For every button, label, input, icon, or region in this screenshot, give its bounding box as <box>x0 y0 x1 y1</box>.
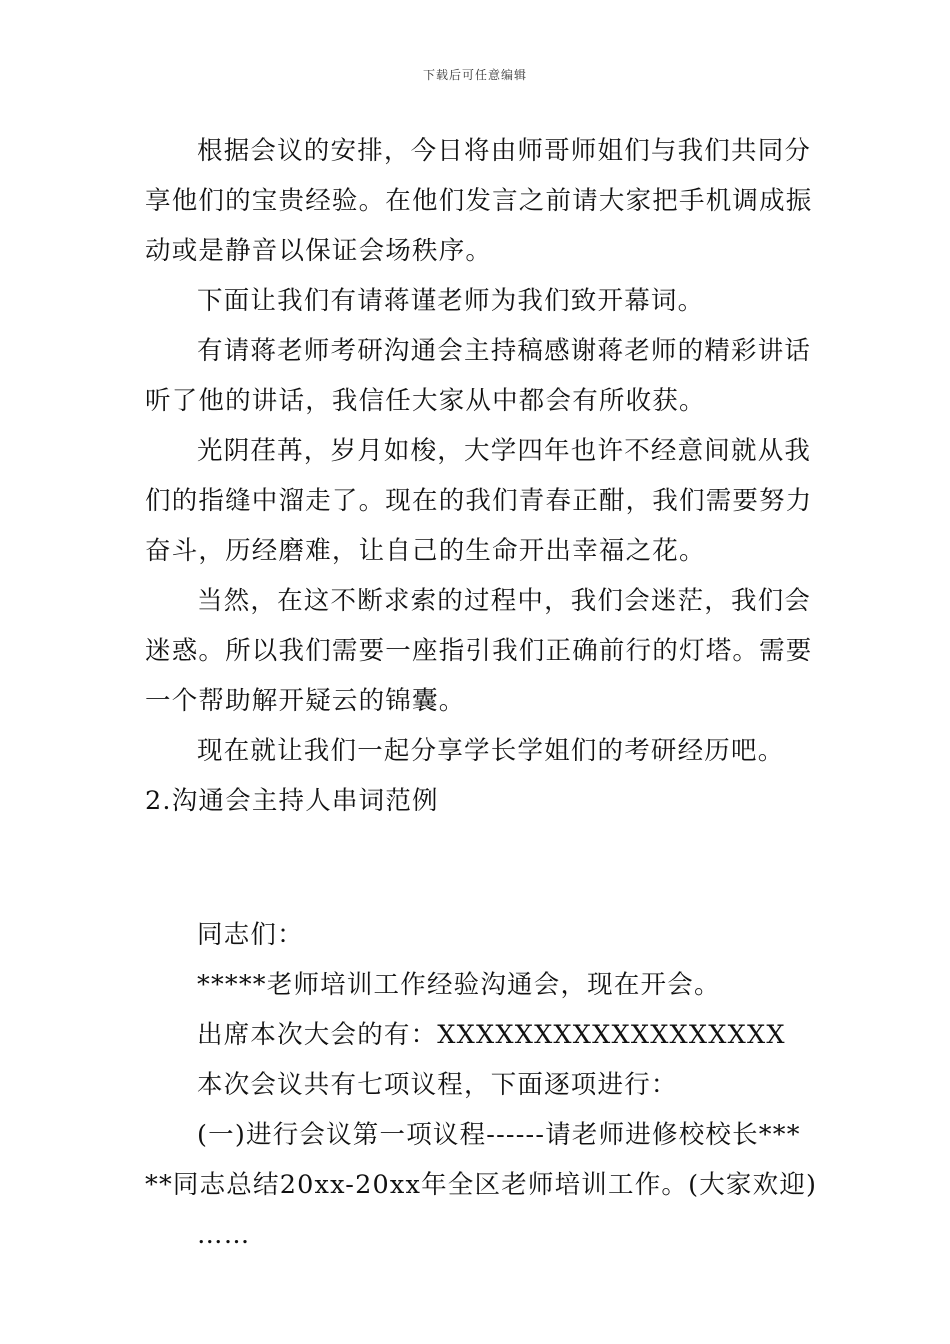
text-line: …… <box>197 1220 251 1250</box>
paragraph-attendees <box>145 1010 810 1060</box>
text-line: 们的指缝中溜走了。现在的我们青春正酣，我们需要努力 <box>145 486 813 516</box>
text-line: (一)进行会议第一项议程------请老师进修校校长*** <box>197 1120 801 1150</box>
text-line: 同志们： <box>197 920 304 950</box>
paragraph-agenda-item-1 <box>145 1110 818 1210</box>
paragraph-comrades <box>145 910 810 960</box>
paragraph-thanks <box>145 326 810 426</box>
text-line: 根据会议的安排，今日将由师哥师姐们与我们共同分 <box>197 136 812 166</box>
document-body <box>145 126 818 1260</box>
paragraph-time-flies <box>145 426 813 576</box>
paragraph-meeting-arrangement <box>145 126 813 276</box>
paragraph-share-experience <box>145 726 810 776</box>
paragraph-meeting-open <box>145 960 810 1010</box>
text-line: 有请蒋老师考研沟通会主持稿感谢蒋老师的精彩讲话 <box>197 336 812 366</box>
text-line: 迷惑。所以我们需要一座指引我们正确前行的灯塔。需要 <box>145 636 813 666</box>
text-line: 出席本次大会的有：XXXXXXXXXXXXXXXXXX <box>197 1020 786 1050</box>
text-line: 本次会议共有七项议程，下面逐项进行： <box>197 1070 678 1100</box>
text-line: 现在就让我们一起分享学长学姐们的考研经历吧。 <box>197 736 785 766</box>
paragraph-ellipsis <box>145 1210 810 1260</box>
paragraph-opening-speech <box>145 276 810 326</box>
paragraph-agenda <box>145 1060 810 1110</box>
text-line: 享他们的宝贵经验。在他们发言之前请大家把手机调成振 <box>145 186 813 216</box>
text-line: 光阴荏苒，岁月如梭，大学四年也许不经意间就从我 <box>197 436 812 466</box>
text-line: 当然，在这不断求索的过程中，我们会迷茫，我们会 <box>197 586 812 616</box>
text-line: 听了他的讲话，我信任大家从中都会有所收获。 <box>145 386 706 416</box>
text-line: 一个帮助解开疑云的锦囊。 <box>145 686 466 716</box>
page-header: 下载后可任意编辑 <box>422 68 527 82</box>
paragraph-lighthouse <box>145 576 813 726</box>
text-line: 奋斗，历经磨难，让自己的生命开出幸福之花。 <box>145 536 706 566</box>
text-line: *****老师培训工作经验沟通会，现在开会。 <box>197 970 721 1000</box>
text-line: 下面让我们有请蒋谨老师为我们致开幕词。 <box>197 286 705 316</box>
text-line: 动或是静音以保证会场秩序。 <box>145 236 493 266</box>
text-line: **同志总结20xx-20xx年全区老师培训工作。(大家欢迎) <box>145 1170 818 1200</box>
section-heading: 2.沟通会主持人串词范例 <box>145 786 439 816</box>
section-spacer <box>145 826 810 910</box>
